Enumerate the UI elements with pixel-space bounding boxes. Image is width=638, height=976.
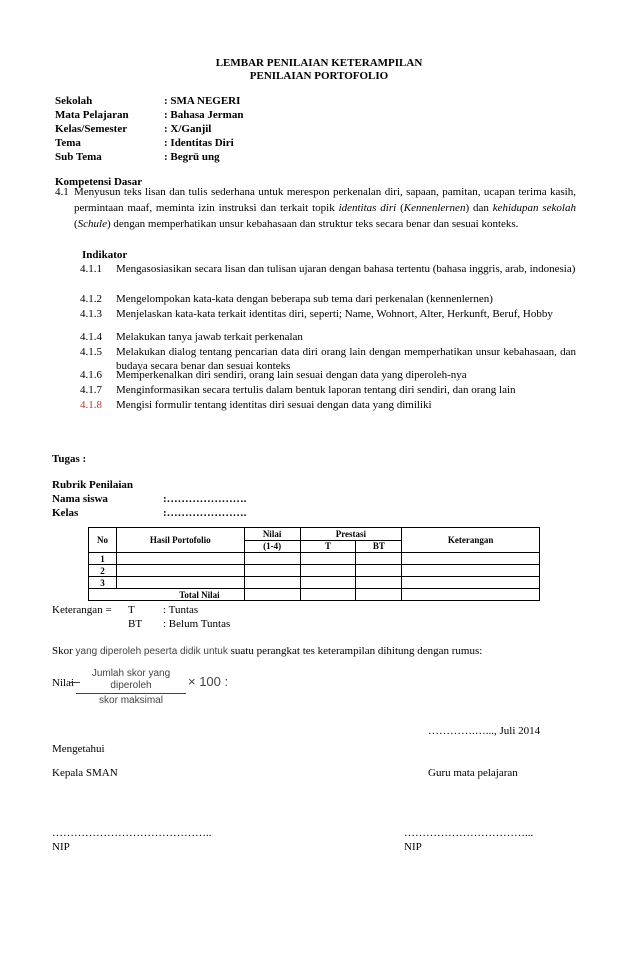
info-value: : Begrü ung (164, 151, 220, 163)
indicator-item (80, 262, 576, 276)
info-label: Kelas/Semester (55, 123, 128, 135)
indicator-text: Memperkenalkan diri sendiri, orang lain sesuai dengan data yang diperoleh-nya (116, 369, 467, 381)
formula-denominator: skor maksimal (99, 695, 163, 706)
info-label: Tema (55, 137, 81, 149)
guru-label: Guru mata pelajaran (428, 767, 518, 779)
document-subtitle: PENILAIAN PORTOFOLIO (249, 70, 389, 82)
indicator-number: 4.1.3 (80, 308, 102, 320)
info-label: Mata Pelajaran (55, 109, 129, 121)
indicator-number: 4.1.7 (80, 384, 102, 396)
rubrik-heading: Rubrik Penilaian (52, 479, 133, 491)
indicator-item (80, 383, 576, 397)
nama-siswa-label: Nama siswa (52, 493, 108, 505)
kd-number: 4.1 (55, 186, 69, 198)
indicator-text: Mengasosiasikan secara lisan dan tulisan ujaran dengan bahasa tertentu (bahasa inggris, arab, indonesia) (116, 263, 576, 275)
indicator-item (80, 307, 576, 321)
info-mata-pelajaran (55, 108, 243, 122)
cell-hasil (116, 577, 244, 589)
nama-siswa-field: :…………………. (163, 493, 247, 505)
kelas-field: :…………………. (163, 507, 247, 519)
signature-line-left: …………………………………….. (52, 827, 212, 839)
indikator-heading: Indikator (82, 249, 128, 261)
table-row (89, 577, 540, 589)
table-row (89, 553, 540, 565)
cell-nilai (244, 577, 300, 589)
mengetahui-label: Mengetahui (52, 743, 105, 755)
info-value: : SMA NEGERI (164, 95, 241, 107)
info-sub-tema (55, 150, 220, 164)
indicator-text: Melakukan dialog tentang pencarian data diri orang lain dengan memperhatikan unsur kebahasaan, dan budaya secara benar dan sesuai konteks (116, 346, 576, 372)
cell-t (300, 565, 356, 577)
cell-nilai (244, 565, 300, 577)
indicator-number: 4.1.4 (80, 331, 102, 343)
fraction-bar (76, 693, 186, 694)
formula-fraction (76, 668, 186, 707)
indicator-text: Mengelompokan kata-kata dengan beberapa sub tema dari perkenalan (kennenlernen) (116, 293, 493, 305)
indicator-item (80, 292, 576, 306)
header-t: T (300, 540, 356, 553)
kelas-label: Kelas (52, 507, 79, 519)
cell-t (300, 553, 356, 565)
header-hasil-portofolio: Hasil Portofolio (116, 528, 244, 553)
rubric-table (88, 527, 540, 601)
ket-t-text: : Tuntas (163, 604, 199, 616)
indicator-item (80, 368, 576, 382)
row-number: 2 (89, 565, 117, 577)
kd-heading: Kompetensi Dasar (55, 176, 143, 188)
indicator-text: Menginformasikan secara tertulis dalam bentuk laporan tentang diri sendiri, dan orang lain (116, 384, 516, 396)
indicator-item (80, 398, 576, 412)
indicator-number: 4.1.5 (80, 346, 102, 358)
ket-bt-code: BT (128, 618, 143, 630)
info-tema (55, 136, 234, 150)
indicator-number: 4.1.8 (80, 399, 102, 411)
total-row (89, 589, 540, 601)
document-title: LEMBAR PENILAIAN KETERAMPILAN (215, 57, 423, 69)
cell-bt (356, 553, 402, 565)
ket-t-code: T (128, 604, 135, 616)
formula-numerator: Jumlah skor yang diperoleh (91, 668, 171, 691)
nilai-label: Nilai (52, 677, 74, 689)
header-prestasi: Prestasi (300, 528, 402, 541)
info-value: : Identitas Diri (164, 137, 234, 149)
indicator-text: Menjelaskan kata-kata terkait identitas diri, seperti; Name, Wohnort, Alter, Herkunft, Beruf, Hobby (116, 308, 553, 320)
cell-keterangan (402, 565, 540, 577)
header-nilai: Nilai (244, 528, 300, 541)
nip-right: NIP (404, 841, 422, 853)
cell-nilai (244, 553, 300, 565)
keterangan-label: Keterangan = (52, 604, 112, 616)
info-label: Sub Tema (55, 151, 102, 163)
header-no: No (89, 528, 117, 553)
cell-hasil (116, 553, 244, 565)
nip-left: NIP (52, 841, 70, 853)
signature-line-right: ……………………………... (404, 827, 534, 839)
indicator-number: 4.1.6 (80, 369, 102, 381)
header-bt: BT (356, 540, 402, 553)
formula-multiplier: × 100 : (188, 674, 229, 689)
indicator-number: 4.1.2 (80, 293, 102, 305)
kd-text: Menyusun teks lisan dan tulis sederhana untuk merespon perkenalan diri, sapaan, pamitan, ucapan terima kasih, permintaan maaf, meminta izin instruksi dan terkait topik identitas diri (Kennenlernen) dan kehidupan sekolah (Schule) dengan memperhatikan unsur kebahasaan dan struktur teks secara benar dan sesuai konteks. (74, 186, 576, 230)
cell-keterangan (402, 577, 540, 589)
info-value: : X/Ganjil (164, 123, 212, 135)
date-line: ………….…..., Juli 2014 (428, 725, 541, 737)
indicator-text: Melakukan tanya jawab terkait perkenalan (116, 331, 303, 343)
cell-keterangan (402, 553, 540, 565)
tugas-label: Tugas : (52, 453, 87, 465)
cell-total-t (300, 589, 356, 601)
cell-hasil (116, 565, 244, 577)
cell-total-keterangan (402, 589, 540, 601)
cell-total-nilai (244, 589, 300, 601)
skor-sentence: Skor yang diperoleh peserta didik untuk suatu perangkat tes keterampilan dihitung dengan rumus: (52, 645, 483, 657)
header-nilai-range: (1-4) (244, 540, 300, 553)
indicator-item (80, 330, 576, 344)
cell-bt (356, 577, 402, 589)
info-sekolah (55, 94, 240, 108)
total-label: Total Nilai (89, 589, 245, 601)
table-row (89, 565, 540, 577)
row-number: 3 (89, 577, 117, 589)
row-number: 1 (89, 553, 117, 565)
cell-total-bt (356, 589, 402, 601)
header-keterangan: Keterangan (402, 528, 540, 553)
cell-bt (356, 565, 402, 577)
indicator-number: 4.1.1 (80, 263, 102, 275)
cell-t (300, 577, 356, 589)
info-kelas-semester (55, 122, 211, 136)
info-value: : Bahasa Jerman (164, 109, 244, 121)
info-label: Sekolah (55, 95, 93, 107)
indicator-text: Mengisi formulir tentang identitas diri sesuai dengan data yang dimiliki (116, 399, 432, 411)
kepala-label: Kepala SMAN (52, 767, 118, 779)
ket-bt-text: : Belum Tuntas (163, 618, 231, 630)
